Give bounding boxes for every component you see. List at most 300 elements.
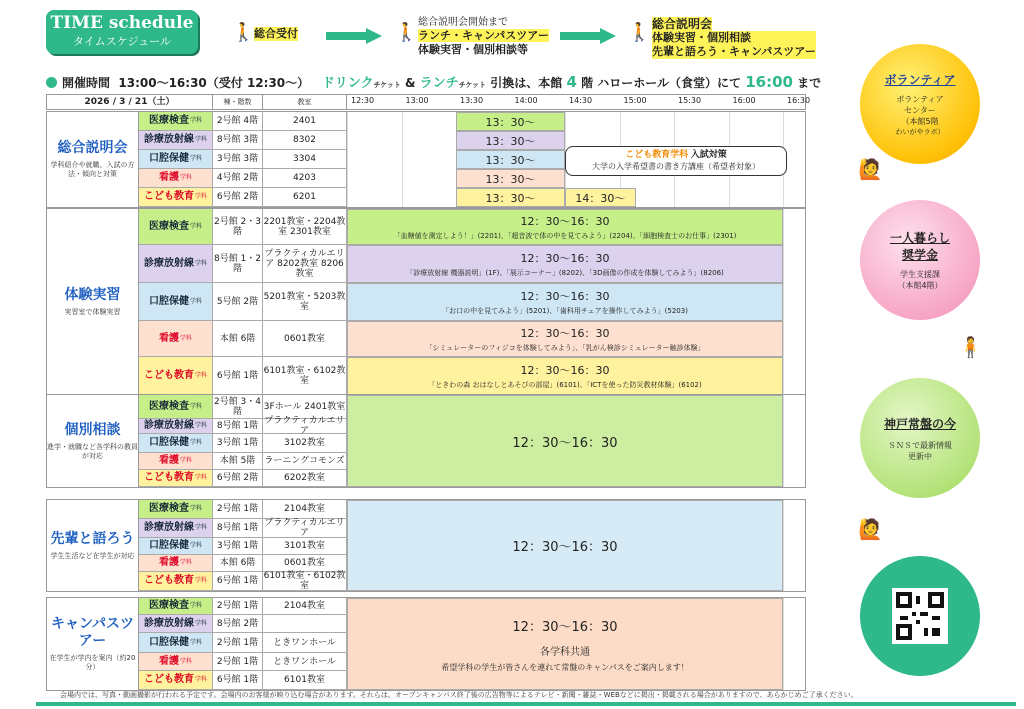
department-cell [139,615,213,632]
floor-cell [213,419,263,433]
section-s5 [46,597,806,691]
common-label: 各学科共通 [540,646,590,658]
floor-cell [213,453,263,469]
department-suffix: 学科 [189,542,202,549]
volunteer-title: ボランティア [884,73,956,87]
floor-value: 2号館 2・3階 [213,216,262,237]
room-cell [263,615,347,632]
department-suffix: 学科 [194,136,207,143]
floor-cell [213,671,263,689]
room-cell [263,470,347,486]
workshop-detail: 「血糖値を測定しよう！」(2201)、「超音波で体の中を見てみよう」(2204)、「細胞検査士のお仕事」(2301) [393,232,737,240]
department-cell [139,538,213,554]
callout-title: 入試対策 [690,150,727,160]
student-support-line: 学生支援課 [900,270,940,279]
department-name: 口腔保健 [148,636,189,648]
callout-dept: こども教育学科 [625,150,689,160]
room-value: 2104教室 [284,601,325,611]
person-standing-icon: 🧍 [958,335,983,359]
info-until: 16:00 [745,73,793,91]
time-tick-label: 14:00 [514,96,538,105]
info-lunch: ランチ [419,76,459,91]
department-cell [139,555,213,571]
department-suffix: 学科 [194,474,207,481]
info-ticket: チケット [373,81,401,89]
flow-step-reception: 総合受付 [254,27,298,40]
room-cell [263,434,347,452]
floor-cell [213,572,263,590]
workshop-cell [347,357,783,395]
department-cell [139,470,213,486]
department-cell [139,453,213,469]
workshop-detail: 「ときわの森 おはなしとあそびの部屋」(6101)、「ICTを使った防災教材体験」(6102) [428,381,702,389]
section-name-cell [47,395,139,487]
flow-step-briefing-b: 先輩と語ろう・キャンパスツアー [652,45,816,58]
floor-cell [213,357,263,394]
department-name: 口腔保健 [148,153,189,164]
table-row [139,615,347,633]
time-tick-label: 13:30 [460,96,484,105]
info-drink: ドリンク [321,76,374,91]
room-value: 2104教室 [284,504,325,514]
merged-time-cell [347,395,783,487]
department-suffix: 学科 [189,402,202,410]
sns-badge [860,378,980,498]
room-cell [263,150,347,168]
table-row [139,500,347,519]
table-row [139,470,347,487]
department-name: 医療検査 [148,600,189,611]
grid-line [402,112,403,207]
room-value: 2401 [293,116,316,126]
floor-cell [213,209,263,244]
department-suffix: 学科 [179,657,192,665]
room-value: 6101教室・6102教室 [263,571,346,591]
department-name: こども教育 [143,472,194,483]
department-suffix: 学科 [189,297,202,305]
room-value: 5201教室・5203教室 [263,291,346,312]
table-row [139,150,347,169]
department-name: 医療検査 [148,220,189,232]
floor-cell [213,131,263,149]
grid-line [347,112,348,207]
section-name: 先輩と語ろう [50,530,135,547]
table-row [139,188,347,207]
room-cell [263,633,347,652]
floor-cell [213,169,263,187]
table-row [139,357,347,395]
table-row [139,209,347,245]
flow-step-before-title: 総合説明会開始まで [418,17,508,28]
department-name: こども教育 [143,575,194,586]
room-cell [263,538,347,554]
department-cell [139,321,213,356]
department-cell [139,653,213,670]
table-row [139,169,347,188]
department-suffix: 学科 [194,619,207,627]
grid-line [783,598,784,690]
merged-time: 12：30〜16：30 [512,619,618,635]
department-name: 診療放射線 [143,420,194,431]
floor-value: 3号館 3階 [216,154,259,164]
workshop-time: 12：30〜16：30 [520,252,610,265]
room-value: ときワンホール [273,656,336,667]
event-date: 2026 / 3 / 21（土） [47,95,213,109]
room-cell [263,519,347,537]
table-row [139,572,347,591]
footer-note: 会場内では、写真・動画撮影が行われる予定です。会場内のお客様が映り込む場合があります。それらは、オープンキャンパス終了後の広告物等によるテレビ・新聞・雑誌・WEBなどに掲出・掲載される場合がありますので、あらかじめご了承ください。 [60,691,858,699]
department-name: こども教育 [143,674,194,685]
info-made: まで [797,76,822,90]
grid-line [783,395,784,487]
floor-value: 本館 5階 [219,456,256,466]
room-value: 8302 [293,135,316,145]
session-time: 13：30〜 [456,169,565,188]
page-subtitle: タイムスケジュール [72,35,172,48]
room-value: ラーニングコモンズ [264,456,345,466]
table-row [139,453,347,470]
room-cell [263,598,347,614]
page-title: TIME schedule [50,13,194,33]
room-cell [263,416,347,436]
room-value: 3304 [293,154,316,164]
bullet-icon [46,77,57,88]
room-cell [263,555,347,571]
table-row [139,131,347,150]
floor-cell [213,470,263,486]
floor-value: 6号館 1階 [216,675,259,685]
room-cell [263,453,347,469]
workshop-cell [347,283,783,321]
department-cell [139,209,213,244]
room-value: 6101教室・6102教室 [263,365,346,386]
room-value: 4203 [293,173,316,183]
department-name: 診療放射線 [143,257,194,269]
room-cell [263,131,347,149]
floor-value: 6号館 2階 [216,192,259,202]
floor-value: 8号館 3階 [216,135,259,145]
floor-cell [213,538,263,554]
living-title: 一人暮らし [889,231,950,245]
info-hours: 13:00〜16:30（受付 12:30〜） [118,76,310,90]
section-desc: 学生生活など在学生が対応 [50,551,135,560]
table-row [139,283,347,321]
floor-cell [213,598,263,614]
department-name: 医療検査 [148,503,189,514]
floor-cell [213,519,263,537]
floor-cell [213,395,263,418]
info-line [46,72,821,91]
session-time: 13：30〜 [456,131,565,150]
volunteer-badge [860,44,980,164]
flow-step-briefing-title: 総合説明会 [652,17,713,31]
floor-value: 8号館 1階 [216,421,259,431]
title-badge [46,10,198,54]
right-arrow-icon [560,28,616,44]
floor-value: 2号館 1階 [216,601,259,611]
time-tick-label: 12:30 [351,96,375,105]
department-name: 看護 [158,655,179,667]
department-name: 看護 [158,172,179,183]
workshop-time: 12：30〜16：30 [520,215,610,228]
volunteer-line: ボランティア [896,95,944,104]
room-value: 2201教室・2204教室 2301教室 [263,216,346,237]
room-value: 0601教室 [284,333,325,344]
department-cell [139,434,213,452]
merged-time-cell [347,500,783,591]
table-row [139,416,347,436]
table-row [139,321,347,357]
department-name: こども教育 [143,369,194,381]
sns-line: 更新中 [908,451,932,461]
room-cell [263,112,347,130]
student-support-line: （本館4階） [897,281,943,290]
department-suffix: 学科 [189,439,202,446]
room-value: ときワンホール [273,637,336,648]
room-value: 3Fホール 2401教室 [263,401,346,412]
floor-value: 本館 6階 [219,333,256,344]
floor-cell [213,112,263,130]
department-cell [139,112,213,130]
department-cell [139,519,213,537]
table-row [139,598,347,615]
floor-value: 4号館 2階 [216,173,259,183]
flow-step-before-b: 体験実習・個別相談等 [418,43,528,56]
section-name-cell [47,500,139,591]
department-suffix: 学科 [194,524,207,531]
room-cell [263,395,347,418]
workshop-time: 12：30〜16：30 [520,364,610,377]
floor-cell [213,615,263,632]
department-cell [139,131,213,149]
room-cell [263,653,347,670]
room-cell [263,671,347,689]
table-row [139,519,347,538]
floor-value: 本館 6階 [219,558,256,568]
table-row [139,538,347,555]
grid-line [783,209,784,395]
volunteer-line: センター [904,106,936,115]
info-ticket: チケット [458,81,487,89]
department-suffix: 学科 [179,334,192,342]
section-desc: 在学生が学内を案内（約20分） [49,654,136,671]
section-s1 [46,111,806,208]
section-name-cell [47,598,139,690]
section-name: 体験実習 [64,287,121,303]
department-name: こども教育 [143,191,194,202]
department-name: 看護 [158,455,179,466]
section-desc: 学科紹介や就職、入試の方法・傾向と対策 [50,161,135,178]
department-cell [139,245,213,282]
room-value: プラクティカルエリア [264,416,345,436]
department-cell [139,500,213,518]
department-suffix: 学科 [179,457,192,464]
department-cell [139,169,213,187]
walking-person-icon: 🚶 [232,22,255,43]
time-tick-label: 16:00 [732,96,756,105]
department-suffix: 学科 [194,193,207,200]
table-row [139,434,347,453]
floor-cell [213,434,263,452]
room-cell [263,283,347,320]
merged-time-cell [347,598,783,690]
workshop-detail: 「お口の中を見てみよう」(5201)、「歯科用チェアを操作してみよう」(5203) [442,307,688,315]
department-cell [139,419,213,433]
department-cell [139,188,213,206]
room-cell [263,209,347,244]
info-place: 階 ハローホール（食堂）にて [581,76,742,90]
department-cell [139,633,213,652]
room-value: 0601教室 [284,558,325,568]
time-axis [347,95,811,109]
flow-step-before [418,16,549,57]
department-name: 口腔保健 [148,540,189,551]
workshop-cell [347,321,783,357]
grid-line [783,500,784,591]
workshop-cell [347,209,783,245]
room-value: 3102教室 [284,438,325,448]
department-name: 医療検査 [148,115,189,126]
section-desc: 進学・就職など各学科の教員が対応 [47,442,138,460]
qr-code-icon[interactable] [892,588,948,644]
table-row [139,245,347,283]
floor-value: 8号館 2階 [216,618,259,629]
footer-bar [36,702,1016,706]
department-cell [139,395,213,418]
flow-step-before-a: ランチ・キャンパスツアー [418,29,549,42]
session-time: 13：30〜 [456,112,565,131]
floor-value: 6号館 1階 [216,576,259,586]
merged-time: 12：30〜16：30 [512,540,618,555]
department-name: 口腔保健 [148,437,189,448]
floor-cell [213,150,263,168]
time-tick-label: 13:00 [405,96,429,105]
workshop-time: 12：30〜16：30 [520,327,610,340]
sns-title: 神戸常盤の今 [883,416,956,431]
department-suffix: 学科 [194,371,207,379]
department-name: 診療放射線 [143,522,194,533]
floor-cell [213,653,263,670]
department-suffix: 学科 [189,602,202,609]
section-name-cell [47,209,139,395]
department-cell [139,572,213,590]
section-name: キャンパスツアー [50,616,135,649]
workshop-time: 12：30〜16：30 [520,290,610,303]
department-suffix: 学科 [189,117,202,124]
section-name: 個別相談 [64,421,121,438]
floor-value: 2号館 4階 [216,116,259,126]
session-time: 13：30〜 [456,150,565,169]
department-cell [139,283,213,320]
floor-value: 2号館 1階 [216,504,259,514]
room-cell [263,169,347,187]
person-pointing-icon: 🙋 [858,517,883,541]
department-name: 診療放射線 [143,617,194,629]
volunteer-line: わいがやラボ） [895,128,945,136]
section-s3 [46,394,806,488]
session-time-2: 14：30〜 [565,188,636,207]
sns-line: ＳＮＳで最新情報 [888,440,952,450]
table-row [139,671,347,690]
department-suffix: 学科 [189,638,202,646]
callout-body: 大学の入学希望書の書き方講座（希望者対象） [592,162,760,171]
room-value: プラクティカルエリア 8202教室 8206教室 [264,248,345,279]
floor-cell [213,245,263,282]
time-tick-label: 15:30 [678,96,702,105]
merged-time: 12：30〜16：30 [512,435,618,451]
room-cell [263,245,347,282]
department-suffix: 学科 [189,505,202,512]
floor-cell [213,321,263,356]
floor-value: 2号館 1階 [216,656,259,667]
right-arrow-icon [326,28,382,44]
walking-person-icon: 🚶 [628,22,651,43]
room-cell [263,500,347,518]
room-cell [263,188,347,206]
room-value: 6202教室 [284,473,325,483]
floor-value: 6号館 2階 [216,473,259,483]
flow-step-briefing [652,16,816,59]
time-tick-label: 16:30 [787,96,811,105]
info-floor: 4 [566,73,577,91]
department-suffix: 学科 [189,155,202,162]
floor-value: 8号館 1階 [216,523,259,533]
room-value: 3101教室 [284,541,325,551]
department-cell [139,150,213,168]
table-row [139,653,347,671]
department-cell [139,357,213,394]
exam-prep-callout [565,146,787,176]
living-scholarship-badge [860,200,980,320]
workshop-detail: 「シミュレーターのフィジコを体験してみよう」、「乳がん検診シミュレーター触診体験」 [425,344,705,352]
time-tick-label: 15:00 [623,96,647,105]
room-value: 6201 [293,192,316,202]
section-s4 [46,499,806,592]
department-suffix: 学科 [194,676,207,683]
department-name: 口腔保健 [148,295,189,307]
floor-value: 5号館 2階 [216,296,259,307]
section-desc: 実習室で体験実習 [64,308,121,316]
department-suffix: 学科 [194,577,207,584]
workshop-cell [347,245,783,283]
room-cell [263,321,347,356]
department-suffix: 学科 [179,559,192,566]
volunteer-line: （本館5階 [901,117,939,126]
floor-value: 2号館 3・4階 [213,396,262,417]
table-row [139,112,347,131]
workshop-detail: 「診療放射線 機器説明」(1F)、「展示コーナー」(8202)、「3D画像の作成を体験してみよう」(8206) [406,269,724,277]
walking-person-icon: 🚶 [395,22,418,43]
qr-badge [860,556,980,676]
department-name: 医療検査 [148,400,189,412]
room-value: プラクティカルエリア [264,518,345,538]
department-name: 看護 [158,332,179,344]
table-header [46,94,811,110]
room-cell [263,357,347,394]
floor-value: 3号館 1階 [216,438,259,448]
floor-cell [213,188,263,206]
person-pointing-icon: 🙋 [858,157,883,181]
flow-step-briefing-a: 体験実習・個別相談 [652,31,816,45]
time-tick-label: 14:30 [569,96,593,105]
table-row [139,555,347,572]
floor-cell [213,633,263,652]
table-row [139,633,347,653]
session-time: 13：30〜 [456,188,565,207]
room-cell [263,572,347,590]
floor-cell [213,500,263,518]
department-name: 診療放射線 [143,134,194,145]
